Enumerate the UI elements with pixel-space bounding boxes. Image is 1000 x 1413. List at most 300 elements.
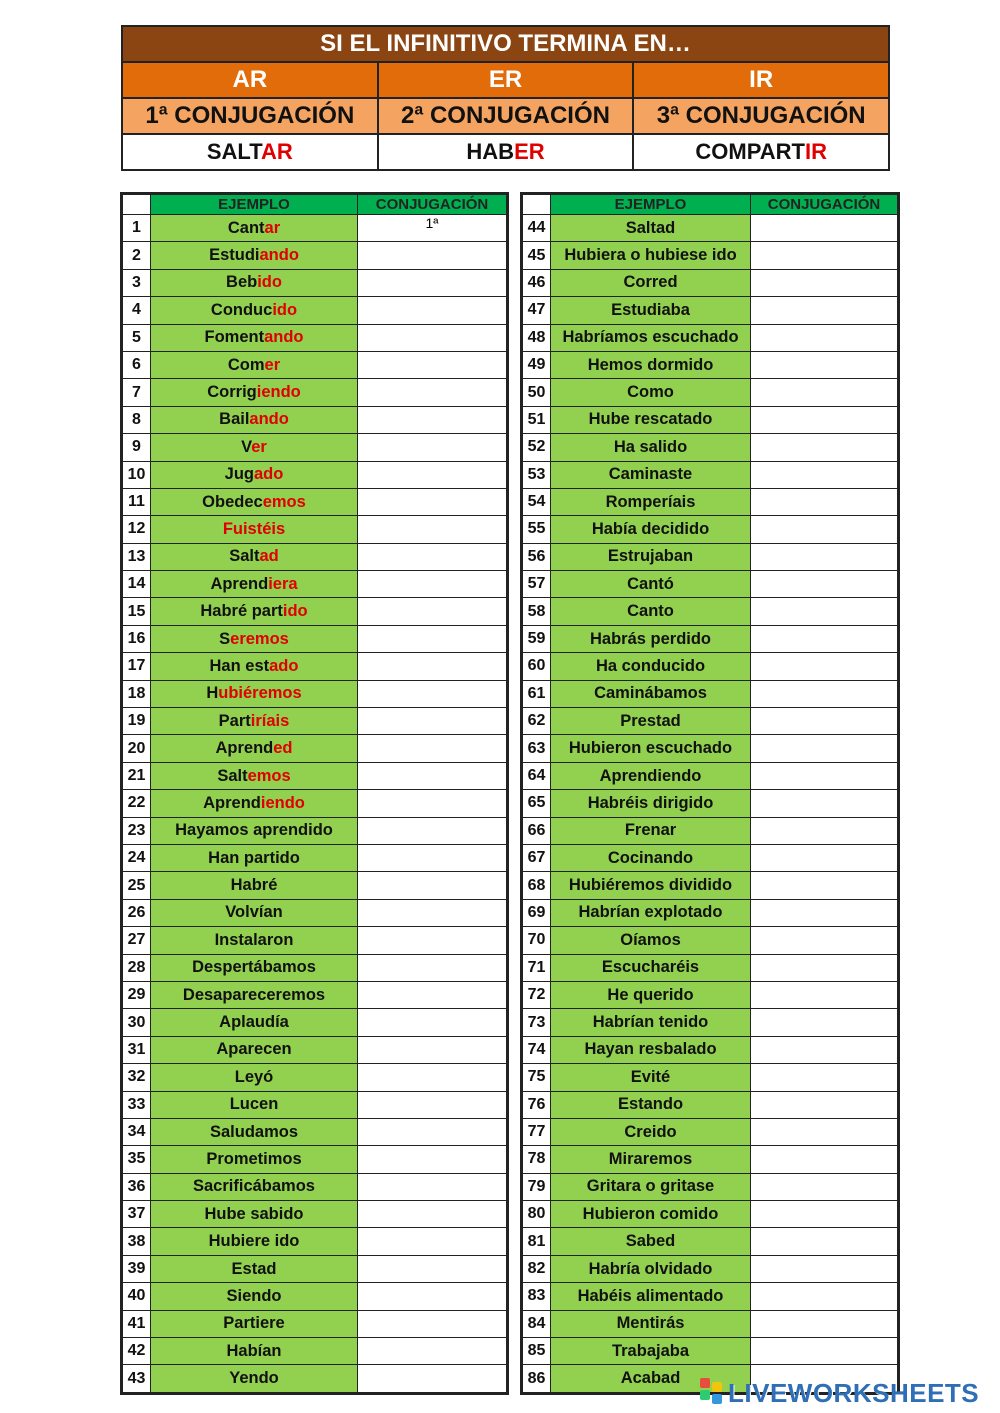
example-verb [151, 598, 358, 625]
verb-ending-highlight: ado [254, 465, 284, 484]
conjugation-answer-field[interactable] [358, 434, 507, 461]
conjugation-answer-field[interactable] [751, 1310, 898, 1337]
verb-stem: Aplaudía [219, 1013, 289, 1032]
conjugation-answer-field[interactable] [751, 927, 898, 954]
example-verb [151, 927, 358, 954]
row-number: 2 [123, 242, 151, 269]
conjugation-answer-field[interactable] [751, 406, 898, 433]
table-row [523, 1338, 898, 1365]
verb-stem: Habrás perdido [589, 629, 712, 648]
table-row [523, 1091, 898, 1118]
conjugation-answer-field[interactable] [358, 1338, 507, 1365]
conjugation-answer-field[interactable] [358, 1365, 507, 1392]
verb-ending-highlight: iendo [256, 383, 301, 402]
conjugation-answer-field[interactable] [358, 1283, 507, 1310]
ending-ar: AR [123, 63, 379, 97]
example-verb [551, 379, 751, 406]
verb-stem: Canto [627, 602, 674, 621]
example-verb [151, 297, 358, 324]
conjugation-answer-field[interactable] [358, 1118, 507, 1145]
conjugation-answer-field[interactable] [358, 488, 507, 515]
conjugation-answer-field[interactable] [358, 324, 507, 351]
verbs-table-left [120, 192, 509, 1395]
verb-stem: Conduc [210, 300, 273, 319]
verb-stem: Siendo [226, 1286, 282, 1305]
conjugation-answer-field[interactable] [358, 543, 507, 570]
example-verb [151, 1365, 358, 1392]
row-number: 82 [523, 1255, 551, 1282]
conjugation-answer-field[interactable] [751, 1228, 898, 1255]
conjugation-answer-field[interactable] [751, 844, 898, 871]
verb-stem: Habré part [200, 602, 283, 621]
row-number: 30 [123, 1009, 151, 1036]
conjugation-answer-field[interactable] [358, 1310, 507, 1337]
conjugation-answer-field[interactable] [751, 543, 898, 570]
table-row [123, 1064, 507, 1091]
watermark-text: LIVEWORKSHEETS [728, 1377, 980, 1408]
conjugation-answer-field[interactable] [751, 215, 898, 242]
conjugation-answer-field[interactable] [751, 461, 898, 488]
row-number: 20 [123, 735, 151, 762]
table-row [123, 708, 507, 735]
table-row [123, 735, 507, 762]
conjugation-answer-field[interactable] [358, 708, 507, 735]
example-verb [151, 242, 358, 269]
example-verb [551, 461, 751, 488]
conjugation-answer-field[interactable] [358, 653, 507, 680]
conjugation-answer-field[interactable] [358, 379, 507, 406]
conjugation-column-header: CONJUGACIÓN [358, 195, 507, 215]
conjugation-answer-field[interactable] [358, 844, 507, 871]
row-number: 85 [523, 1338, 551, 1365]
conjugation-answer-field[interactable] [751, 1338, 898, 1365]
table-row [523, 817, 898, 844]
row-number: 45 [523, 242, 551, 269]
conjugation-answer-field[interactable] [751, 1064, 898, 1091]
row-number: 75 [523, 1064, 551, 1091]
example-verb [151, 406, 358, 433]
verb-stem: Habéis alimentado [577, 1286, 724, 1305]
verb-ending-highlight: ed [273, 739, 293, 758]
table-row [523, 1146, 898, 1173]
verb-stem: Hubiere ido [208, 1232, 300, 1251]
conjugation-answer-field[interactable] [751, 762, 898, 789]
conjugation-answer-field[interactable] [751, 790, 898, 817]
verb-stem: Han partido [208, 848, 300, 867]
verb-stem: Sacrificábamos [193, 1177, 315, 1196]
row-number: 42 [123, 1338, 151, 1365]
row-number: 39 [123, 1255, 151, 1282]
verb-ending-highlight: ubiéremos [218, 684, 302, 703]
example-verb [551, 1091, 751, 1118]
table-row [123, 790, 507, 817]
conjugation-answer-field[interactable] [751, 817, 898, 844]
row-number: 38 [123, 1228, 151, 1255]
verb-stem: Oíamos [620, 930, 681, 949]
verb-stem: Cocinando [607, 848, 694, 867]
table-row [523, 598, 898, 625]
verb-stem: Gritara o gritase [586, 1177, 715, 1196]
verb-ending-highlight: iríais [250, 711, 290, 730]
verb-ending-highlight: ad [259, 547, 279, 566]
table-row [523, 1255, 898, 1282]
table-row [123, 1091, 507, 1118]
verb-stem: Estudi [209, 246, 260, 265]
verb-ending-highlight: ar [264, 218, 281, 237]
example-verb [551, 242, 751, 269]
example-verb [151, 461, 358, 488]
conjugation-answer-field[interactable] [751, 242, 898, 269]
verb-stem: Sabed [625, 1232, 676, 1251]
verb-ending-highlight: iera [268, 574, 298, 593]
table-row [523, 844, 898, 871]
verb-stem: Bail [219, 410, 250, 429]
verb-stem: Mentirás [616, 1314, 685, 1333]
conjugation-answer-field[interactable] [751, 653, 898, 680]
verb-stem: Desapareceremos [182, 985, 326, 1004]
conjugation-answer-field[interactable] [358, 762, 507, 789]
example-verb [551, 762, 751, 789]
verb-ending-highlight: ado [269, 656, 299, 675]
conjugation-answer-field[interactable] [751, 981, 898, 1008]
verb-stem: Cant [227, 218, 265, 237]
row-number: 63 [523, 735, 551, 762]
table-row [123, 543, 507, 570]
conjugation-answer-field[interactable] [751, 488, 898, 515]
conjugation-answer-field[interactable] [358, 1091, 507, 1118]
row-number: 77 [523, 1118, 551, 1145]
conjugation-answer-field[interactable] [358, 790, 507, 817]
example-ending: AR [261, 139, 293, 164]
example-verb [551, 1173, 751, 1200]
conjugation-answer-field[interactable] [751, 269, 898, 296]
example-verb [151, 1118, 358, 1145]
row-number: 31 [123, 1036, 151, 1063]
example-verb [551, 215, 751, 242]
conjugation-answer-field[interactable] [358, 1228, 507, 1255]
table-row [523, 379, 898, 406]
row-number: 66 [523, 817, 551, 844]
row-number: 52 [523, 434, 551, 461]
example-verb [151, 981, 358, 1008]
row-number: 22 [123, 790, 151, 817]
verb-stem: Habríamos escuchado [562, 328, 739, 347]
row-number: 21 [123, 762, 151, 789]
row-number: 68 [523, 872, 551, 899]
conjugation-answer-field[interactable] [358, 351, 507, 378]
example-verb [551, 872, 751, 899]
example-verb [551, 1009, 751, 1036]
table-row [123, 434, 507, 461]
table-row [123, 324, 507, 351]
table-row [523, 406, 898, 433]
verb-stem: Estudiaba [611, 300, 690, 319]
table-row [523, 1228, 898, 1255]
table-row [123, 625, 507, 652]
conjugation-answer-field[interactable] [358, 927, 507, 954]
table-row [523, 242, 898, 269]
conjugation-answer-field[interactable] [358, 269, 507, 296]
table-row [123, 1365, 507, 1392]
table-row [523, 1009, 898, 1036]
table-row [123, 242, 507, 269]
conjugation-answer-field[interactable] [358, 625, 507, 652]
verb-stem: Habrían explotado [578, 903, 723, 922]
row-number: 26 [123, 899, 151, 926]
table-row [523, 872, 898, 899]
row-number: 64 [523, 762, 551, 789]
table-row [123, 680, 507, 707]
verb-stem: Aprend [203, 793, 261, 812]
conjugations-row [123, 99, 888, 135]
conjugation-answer-field[interactable] [358, 1255, 507, 1282]
table-row [523, 269, 898, 296]
infinitive-endings-header [121, 25, 890, 171]
verb-stem: V [241, 437, 252, 456]
first-conjugation: 1ª CONJUGACIÓN [123, 99, 379, 133]
table-row [123, 406, 507, 433]
row-number: 7 [123, 379, 151, 406]
row-number: 55 [523, 516, 551, 543]
verb-stem: Había decidido [591, 519, 710, 538]
conjugation-answer-field[interactable]: 1ª [358, 215, 507, 242]
verb-stem: Romperíais [605, 492, 696, 511]
row-number: 33 [123, 1091, 151, 1118]
conjugation-answer-field[interactable] [358, 954, 507, 981]
verb-stem: Ha conducido [595, 656, 706, 675]
verb-stem: Han est [209, 656, 270, 675]
conjugation-answer-field[interactable] [751, 954, 898, 981]
conjugation-answer-field[interactable] [751, 1091, 898, 1118]
example-compartir [634, 135, 888, 169]
row-number: 6 [123, 351, 151, 378]
conjugation-answer-field[interactable] [751, 598, 898, 625]
conjugation-answer-field[interactable] [358, 680, 507, 707]
example-verb [151, 269, 358, 296]
verbs-table-right [520, 192, 900, 1395]
verb-stem: Partiere [223, 1314, 285, 1333]
example-verb [151, 1064, 358, 1091]
row-number: 59 [523, 625, 551, 652]
verb-stem: Miraremos [608, 1149, 693, 1168]
row-number: 48 [523, 324, 551, 351]
second-conjugation: 2ª CONJUGACIÓN [379, 99, 635, 133]
row-number: 32 [123, 1064, 151, 1091]
conjugation-answer-field[interactable] [358, 981, 507, 1008]
conjugation-answer-field[interactable] [751, 899, 898, 926]
conjugation-answer-field[interactable] [751, 680, 898, 707]
conjugation-answer-field[interactable] [358, 872, 507, 899]
conjugation-answer-field[interactable] [751, 1173, 898, 1200]
example-verb [551, 488, 751, 515]
example-verb [151, 790, 358, 817]
conjugation-answer-field[interactable] [358, 406, 507, 433]
example-column-header: EJEMPLO [551, 195, 751, 215]
example-saltar [123, 135, 379, 169]
conjugation-answer-field[interactable] [358, 1146, 507, 1173]
row-number: 46 [523, 269, 551, 296]
row-number: 78 [523, 1146, 551, 1173]
example-verb [151, 954, 358, 981]
example-verb [151, 379, 358, 406]
conjugation-answer-field[interactable] [751, 379, 898, 406]
conjugation-answer-field[interactable] [751, 708, 898, 735]
conjugation-answer-field[interactable] [358, 1009, 507, 1036]
row-number: 81 [523, 1228, 551, 1255]
row-number: 73 [523, 1009, 551, 1036]
conjugation-answer-field[interactable] [358, 598, 507, 625]
row-number: 15 [123, 598, 151, 625]
conjugation-answer-field[interactable] [358, 1201, 507, 1228]
table-row [123, 817, 507, 844]
table-row [123, 899, 507, 926]
conjugation-answer-field[interactable] [751, 1146, 898, 1173]
table-row [123, 1173, 507, 1200]
table-row [523, 899, 898, 926]
row-number: 65 [523, 790, 551, 817]
table-row [123, 1310, 507, 1337]
table-row [523, 954, 898, 981]
row-number: 4 [123, 297, 151, 324]
example-verb [551, 844, 751, 871]
example-column-header: EJEMPLO [151, 195, 358, 215]
example-verb [151, 1338, 358, 1365]
verb-ending-highlight: ido [282, 602, 308, 621]
conjugation-answer-field[interactable] [751, 1009, 898, 1036]
verb-stem: Ha salido [613, 437, 688, 456]
conjugation-answer-field[interactable] [751, 625, 898, 652]
example-verb [151, 543, 358, 570]
row-number: 54 [523, 488, 551, 515]
row-number: 23 [123, 817, 151, 844]
table-row [123, 1146, 507, 1173]
verb-stem: Aprend [210, 574, 269, 593]
conjugation-answer-field[interactable] [751, 434, 898, 461]
verb-stem: Instalaron [214, 930, 294, 949]
row-number: 5 [123, 324, 151, 351]
row-number: 51 [523, 406, 551, 433]
row-number: 37 [123, 1201, 151, 1228]
conjugation-answer-field[interactable] [358, 735, 507, 762]
verb-stem: Beb [226, 273, 258, 292]
conjugation-answer-field[interactable] [751, 735, 898, 762]
table-row [123, 1118, 507, 1145]
verb-ending-highlight: ido [257, 273, 282, 292]
example-verb [151, 625, 358, 652]
row-number: 57 [523, 571, 551, 598]
example-verb [151, 1173, 358, 1200]
table-row [523, 1283, 898, 1310]
verb-ending-highlight: er [251, 437, 267, 456]
row-number: 69 [523, 899, 551, 926]
row-number: 62 [523, 708, 551, 735]
conjugation-answer-field[interactable] [751, 1283, 898, 1310]
row-number: 28 [123, 954, 151, 981]
example-verb [551, 708, 751, 735]
verb-stem: Habría olvidado [588, 1259, 713, 1278]
verb-ending-highlight: eremos [230, 629, 289, 648]
row-number: 60 [523, 653, 551, 680]
table-row [123, 927, 507, 954]
example-verb [151, 762, 358, 789]
row-number: 61 [523, 680, 551, 707]
example-verb [551, 899, 751, 926]
example-verb [551, 1283, 751, 1310]
conjugation-answer-field[interactable] [358, 899, 507, 926]
verb-stem: Frenar [624, 821, 677, 840]
example-verb [551, 297, 751, 324]
conjugation-answer-field[interactable] [358, 1064, 507, 1091]
table-row [523, 927, 898, 954]
verb-stem: Prometimos [206, 1149, 302, 1168]
conjugation-answer-field[interactable] [358, 1173, 507, 1200]
conjugation-answer-field[interactable] [751, 1255, 898, 1282]
conjugation-answer-field[interactable] [751, 872, 898, 899]
example-verb [551, 1118, 751, 1145]
verb-stem: Despertábamos [192, 958, 316, 977]
verb-ending-highlight: emos [247, 766, 291, 785]
table-row [523, 1118, 898, 1145]
example-ending: ER [514, 139, 545, 164]
table-row [523, 516, 898, 543]
conjugation-answer-field[interactable] [358, 1036, 507, 1063]
conjugation-answer-field[interactable] [358, 516, 507, 543]
table-row [523, 653, 898, 680]
table-row [123, 1201, 507, 1228]
table-row [523, 488, 898, 515]
row-number: 19 [123, 708, 151, 735]
table-row [523, 324, 898, 351]
verb-stem: Hubiera o hubiese ido [564, 246, 737, 265]
table-row [123, 379, 507, 406]
table-row [523, 1310, 898, 1337]
table-row [123, 1338, 507, 1365]
table-row [523, 1173, 898, 1200]
header-title: SI EL INFINITIVO TERMINA EN… [123, 27, 888, 63]
conjugation-answer-field[interactable] [751, 324, 898, 351]
verb-stem: Hubiéremos dividido [568, 876, 733, 895]
example-verb [151, 899, 358, 926]
example-stem: HAB [466, 139, 515, 164]
conjugation-answer-field[interactable] [751, 297, 898, 324]
conjugation-answer-field[interactable] [358, 571, 507, 598]
row-number: 72 [523, 981, 551, 1008]
verb-stem: Como [627, 383, 674, 402]
row-number: 35 [123, 1146, 151, 1173]
conjugation-answer-field[interactable] [358, 461, 507, 488]
conjugation-answer-field[interactable] [751, 1201, 898, 1228]
conjugation-answer-field[interactable] [751, 571, 898, 598]
conjugation-answer-field[interactable] [358, 297, 507, 324]
row-number: 58 [523, 598, 551, 625]
conjugation-answer-field[interactable] [751, 351, 898, 378]
row-number: 79 [523, 1173, 551, 1200]
row-number: 3 [123, 269, 151, 296]
conjugation-answer-field[interactable] [751, 516, 898, 543]
number-column-header [123, 195, 151, 215]
verb-ending-highlight: iendo [260, 793, 305, 812]
verb-ending-highlight: ando [264, 328, 304, 347]
conjugation-answer-field[interactable] [358, 817, 507, 844]
example-verb [551, 269, 751, 296]
conjugation-answer-field[interactable] [358, 242, 507, 269]
verb-stem: H [206, 684, 219, 703]
conjugation-answer-field[interactable] [751, 1118, 898, 1145]
table-row [523, 297, 898, 324]
conjugation-answer-field[interactable] [751, 1036, 898, 1063]
verb-stem: Trabajaba [611, 1341, 690, 1360]
example-verb [551, 1338, 751, 1365]
